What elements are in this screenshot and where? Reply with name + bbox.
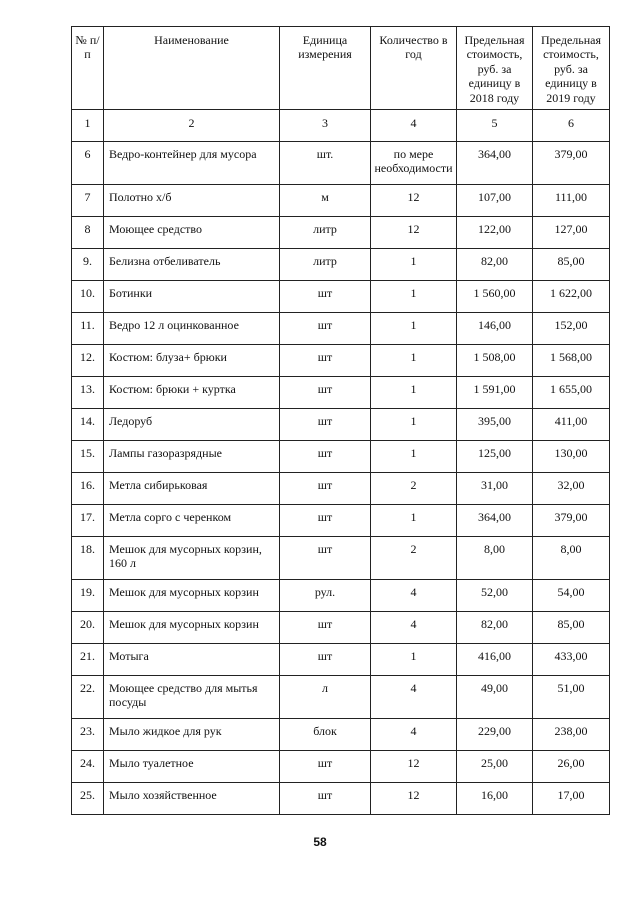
item-price-2018: 395,00 — [457, 408, 533, 440]
item-name: Ведро 12 л оцинкованное — [104, 312, 280, 344]
item-unit: шт — [280, 643, 371, 675]
item-price-2019: 111,00 — [533, 184, 610, 216]
item-quantity: 4 — [371, 675, 457, 718]
table-row — [72, 472, 610, 504]
row-number: 25. — [72, 782, 104, 814]
item-price-2019: 379,00 — [533, 504, 610, 536]
item-price-2018: 82,00 — [457, 611, 533, 643]
item-quantity: 12 — [371, 184, 457, 216]
header-name: Наименование — [104, 27, 280, 110]
item-quantity: 1 — [371, 248, 457, 280]
item-price-2019: 127,00 — [533, 216, 610, 248]
item-price-2019: 54,00 — [533, 579, 610, 611]
row-number: 12. — [72, 344, 104, 376]
row-number: 22. — [72, 675, 104, 718]
table-row — [72, 216, 610, 248]
item-name: Мешок для мусорных корзин — [104, 579, 280, 611]
item-unit: шт. — [280, 141, 371, 184]
item-unit: л — [280, 675, 371, 718]
item-price-2018: 16,00 — [457, 782, 533, 814]
item-quantity: 4 — [371, 718, 457, 750]
table-body — [72, 141, 610, 814]
row-number: 7 — [72, 184, 104, 216]
column-index: 4 — [371, 109, 457, 141]
item-name: Ледоруб — [104, 408, 280, 440]
table-header-row — [72, 27, 610, 110]
item-price-2018: 1 591,00 — [457, 376, 533, 408]
column-index: 5 — [457, 109, 533, 141]
item-price-2018: 8,00 — [457, 536, 533, 579]
item-name: Метла сибирьковая — [104, 472, 280, 504]
table-row — [72, 643, 610, 675]
row-number: 21. — [72, 643, 104, 675]
item-price-2019: 238,00 — [533, 718, 610, 750]
item-quantity: 12 — [371, 782, 457, 814]
table-row — [72, 536, 610, 579]
table-row — [72, 312, 610, 344]
item-quantity: 2 — [371, 536, 457, 579]
item-price-2018: 107,00 — [457, 184, 533, 216]
item-quantity: 1 — [371, 643, 457, 675]
item-unit: шт — [280, 344, 371, 376]
row-number: 6 — [72, 141, 104, 184]
header-price-2018: Предельная стоимость, руб. за единицу в 2018 году — [457, 27, 533, 110]
item-price-2018: 1 508,00 — [457, 344, 533, 376]
item-price-2019: 51,00 — [533, 675, 610, 718]
column-index: 6 — [533, 109, 610, 141]
table-row — [72, 248, 610, 280]
table-row — [72, 750, 610, 782]
item-unit: м — [280, 184, 371, 216]
row-number: 14. — [72, 408, 104, 440]
item-quantity: 1 — [371, 344, 457, 376]
row-number: 19. — [72, 579, 104, 611]
item-quantity: 1 — [371, 376, 457, 408]
column-index: 2 — [104, 109, 280, 141]
item-unit: шт — [280, 376, 371, 408]
item-unit: шт — [280, 312, 371, 344]
item-quantity: 4 — [371, 611, 457, 643]
item-unit: шт — [280, 536, 371, 579]
item-name: Моющее средство для мытья посуды — [104, 675, 280, 718]
item-price-2019: 32,00 — [533, 472, 610, 504]
item-quantity: 1 — [371, 440, 457, 472]
item-name: Мотыга — [104, 643, 280, 675]
item-price-2018: 1 560,00 — [457, 280, 533, 312]
row-number: 18. — [72, 536, 104, 579]
item-price-2018: 364,00 — [457, 504, 533, 536]
header-num: № п/п — [72, 27, 104, 110]
row-number: 16. — [72, 472, 104, 504]
table-row — [72, 579, 610, 611]
item-quantity: 2 — [371, 472, 457, 504]
item-price-2018: 82,00 — [457, 248, 533, 280]
item-name: Мыло хозяйственное — [104, 782, 280, 814]
item-price-2019: 411,00 — [533, 408, 610, 440]
column-index: 3 — [280, 109, 371, 141]
column-index-row — [72, 109, 610, 141]
row-number: 17. — [72, 504, 104, 536]
table-row — [72, 344, 610, 376]
table-row — [72, 718, 610, 750]
row-number: 23. — [72, 718, 104, 750]
item-quantity: по мере необходимости — [371, 141, 457, 184]
item-quantity: 12 — [371, 216, 457, 248]
item-unit: блок — [280, 718, 371, 750]
row-number: 13. — [72, 376, 104, 408]
table-row — [72, 184, 610, 216]
row-number: 10. — [72, 280, 104, 312]
item-quantity: 1 — [371, 312, 457, 344]
item-price-2018: 52,00 — [457, 579, 533, 611]
item-name: Костюм: блуза+ брюки — [104, 344, 280, 376]
header-unit: Единица измерения — [280, 27, 371, 110]
item-price-2018: 25,00 — [457, 750, 533, 782]
item-price-2018: 31,00 — [457, 472, 533, 504]
header-qty: Количество в год — [371, 27, 457, 110]
item-price-2018: 416,00 — [457, 643, 533, 675]
item-price-2019: 85,00 — [533, 248, 610, 280]
item-price-2019: 152,00 — [533, 312, 610, 344]
item-price-2019: 1 622,00 — [533, 280, 610, 312]
item-name: Костюм: брюки + куртка — [104, 376, 280, 408]
item-price-2019: 85,00 — [533, 611, 610, 643]
item-name: Мешок для мусорных корзин — [104, 611, 280, 643]
item-price-2019: 1 568,00 — [533, 344, 610, 376]
table-row — [72, 141, 610, 184]
item-unit: шт — [280, 472, 371, 504]
item-name: Белизна отбеливатель — [104, 248, 280, 280]
item-unit: шт — [280, 408, 371, 440]
item-name: Мыло жидкое для рук — [104, 718, 280, 750]
table-row — [72, 440, 610, 472]
item-unit: рул. — [280, 579, 371, 611]
item-unit: литр — [280, 216, 371, 248]
item-quantity: 4 — [371, 579, 457, 611]
item-unit: шт — [280, 782, 371, 814]
row-number: 24. — [72, 750, 104, 782]
item-price-2018: 364,00 — [457, 141, 533, 184]
table-row — [72, 782, 610, 814]
table-row — [72, 280, 610, 312]
item-quantity: 1 — [371, 408, 457, 440]
item-name: Ведро-контейнер для мусора — [104, 141, 280, 184]
row-number: 15. — [72, 440, 104, 472]
item-unit: литр — [280, 248, 371, 280]
item-price-2019: 379,00 — [533, 141, 610, 184]
item-price-2019: 8,00 — [533, 536, 610, 579]
table-row — [72, 504, 610, 536]
item-price-2019: 1 655,00 — [533, 376, 610, 408]
table-row — [72, 675, 610, 718]
item-price-2018: 49,00 — [457, 675, 533, 718]
item-price-2018: 125,00 — [457, 440, 533, 472]
row-number: 11. — [72, 312, 104, 344]
item-price-2019: 130,00 — [533, 440, 610, 472]
table-row — [72, 611, 610, 643]
item-name: Полотно х/б — [104, 184, 280, 216]
item-name: Лампы газоразрядные — [104, 440, 280, 472]
row-number: 8 — [72, 216, 104, 248]
item-unit: шт — [280, 280, 371, 312]
item-name: Мыло туалетное — [104, 750, 280, 782]
column-index: 1 — [72, 109, 104, 141]
header-price-2019: Предельная стоимость, руб. за единицу в 2019 году — [533, 27, 610, 110]
item-price-2019: 17,00 — [533, 782, 610, 814]
item-name: Метла сорго с черенком — [104, 504, 280, 536]
item-unit: шт — [280, 750, 371, 782]
item-name: Моющее средство — [104, 216, 280, 248]
table-row — [72, 376, 610, 408]
item-quantity: 1 — [371, 280, 457, 312]
table-row — [72, 408, 610, 440]
row-number: 9. — [72, 248, 104, 280]
item-price-2019: 26,00 — [533, 750, 610, 782]
item-unit: шт — [280, 504, 371, 536]
item-price-2018: 229,00 — [457, 718, 533, 750]
item-name: Ботинки — [104, 280, 280, 312]
item-price-2018: 146,00 — [457, 312, 533, 344]
row-number: 20. — [72, 611, 104, 643]
item-quantity: 1 — [371, 504, 457, 536]
item-price-2019: 433,00 — [533, 643, 610, 675]
item-unit: шт — [280, 611, 371, 643]
item-price-2018: 122,00 — [457, 216, 533, 248]
page-number: 58 — [313, 835, 327, 849]
item-unit: шт — [280, 440, 371, 472]
price-table — [71, 26, 610, 815]
item-quantity: 12 — [371, 750, 457, 782]
item-name: Мешок для мусорных корзин, 160 л — [104, 536, 280, 579]
